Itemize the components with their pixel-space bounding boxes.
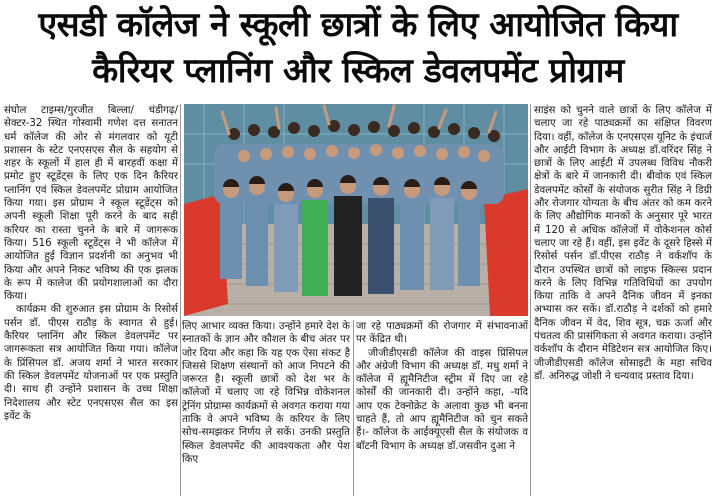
article-paragraph: संघोल टाइम्स/गुरजीत बिल्ला/ चंडीगढ़/ सेक्टर-32 स्थित गोस्वामी गणेश दत्त सनातन धर्म कॉलेज की ओर से मंगलवार को यूटी प्रशासन के स्टेट एनएसएस सैल के सहयोग से शहर के स्कूलों में हाल ही में बारहवीं कक्षा में प्रमोट हुए स्टूडेंट्स के लिए एक दिन कैरियर प्लानिंग एवं स्किल डेवलपमेंट प्रोग्राम आयोजित किया गया। इस प्रोग्राम ने स्कूल स्टूडेंट्स को अपनी स्कूली शिक्षा पूरी करने के बाद सही करियर का रास्ता चुनने के बारे में जागरूक किया। 516 स्कूली स्टूडेंट्स ने भी कॉलेज में आयोजित हुई विज्ञान प्रदर्शनी का अनुभव भी किया और अपने निकट भविष्य की एक झलक के रूप में कालेज की प्रयोगशालाओं का दौरा किया। [4,105,178,303]
column-divider [180,104,181,496]
article-paragraph: लिए आभार व्यक्त किया। उन्होंने हमारे देश के स्नातकों के ज्ञान और कौशल के बीच अंतर पर जोर दिया और कहा कि यह एक ऐसा संकट है जिससे शिक्षण संस्थानों को आज निपटने की जरूरत है। स्कूली छात्रों को देश भर के कॉलेजों में चलाए जा रहे विभिन्न वोकेशनल ट्रेनिंग प्रोग्राम्स कार्यक्रमों से अवगत कराया गया ताकि वे अपने भविष्य के करियर के लिए सोच-समझकर निर्णय ले सकें। उनकी प्रस्तुति स्किल डेवलपमेंट की आवश्यकता और पेश किए [182,321,350,465]
column-divider [530,104,531,496]
article-column-2 [182,320,350,496]
article-paragraph: जीजीडीएसडी कॉलेज की वाइस प्रिंसिपल और अंग्रेजी विभाग की अध्यक्ष डॉ. मधु शर्मा ने कॉलेज में ह्यूमैनिटीज स्ट्रीम में दिए जा रहे कोर्सों की जानकारी दी। उन्होंने कहा, -यदि आप एक टेक्नोक्रेट के अलावा कुछ भी बनना चाहते हैं, तो आप ह्यूमैनिटीज को चुन सकते हैं।- कॉलेज के आईक्यूएसी सैल के संयोजक व बॉटनी विभाग के अध्यक्ष डॉ.जसवीन दुआ ने [356,347,528,452]
headline-line-2: कैरियर प्लानिंग और स्किल डेवलपमेंट प्रोग्राम [92,51,624,91]
group-photo-icon [184,104,528,316]
article-column-1 [4,104,178,496]
column-divider [353,320,354,496]
article-paragraph: जा रहे पाठ्यक्रमों की रोजगार में संभावनाओं पर केंद्रित थी। [356,321,528,346]
article-column-3 [356,320,528,496]
article-column-4 [534,104,712,496]
article-paragraph: कार्यक्रम की शुरुआत इस प्रोग्राम के रिसोर्स पर्सन डॉ. पीएस राठौड़ के स्वागत से हुई। कैरियर प्लानिंग और स्किल डेवलपमेंट पर जागरूकता सत्र आयोजित किया गया। कॉलेज के प्रिंसिपल डॉ. अजय शर्मा ने भारत सरकार की स्किल डेवलपमेंट योजनाओं पर एक प्रस्तुति दी। साथ ही उन्होंने प्रशासन के उच्च शिक्षा निदेशालय और स्टेट एनएसएस सैल का इस इवेंट के [4,304,178,422]
headline-line-1: एसडी कॉलेज ने स्कूली छात्रों के लिए आयोजित किया [38,5,678,45]
article-paragraph: साइंस को चुनने वाले छात्रों के लिए कॉलेज में चलाए जा रहे पाठ्यक्रमों का संक्षिप्त विवरण दिया। वहीं, कॉलेज के एनएसएस यूनिट के इंचार्ज और आईटी विभाग के अध्यक्ष डॉ.वरिंदर सिंह ने छात्रों के लिए आईटी में उपलब्ध विविध नौकरी क्षेत्रों के बारे में जानकारी दी। बीवोक एवं स्किल डेवलपमेंट कोर्सों के संयोजक सुरीत सिंह ने डिग्री और रोजगार योग्यता के बीच अंतर को कम करने के लिए औद्योगिक मानकों के अनुसार पूरे भारत में 120 से अधिक कॉलेजों में वोकेशनल कोर्स चलाए जा रहे हैं। वहीं, इस इवेंट के दूसरे हिस्से में रिसोर्स पर्सन डॉ.पीएस राठौड़ ने वर्कशॉप के दौरान उपस्थित छात्रों को लाइफ स्किल्स प्रदान करने के लिए विभिन्न गतिविधियों का उपयोग किया ताकि वे अपने दैनिक जीवन में इनका अभ्यास कर सकें। डॉ.राठौड़ ने दर्शकों को हमारे दैनिक जीवन में वेद, शिव सूत्र, चक्र ऊर्जा और पंचतत्व की प्रासंगिकता से अवगत कराया। उन्होंने वर्कशॉप के दौरान मेडिटेशन सत्र आयोजित किए। जीजीडीएसडी कॉलेज सोसाइटी के महा सचिव डॉ. अनिरुद्ध जोशी ने धन्यवाद प्रस्ताव दिया। [534,105,712,382]
group-photo [184,104,528,316]
